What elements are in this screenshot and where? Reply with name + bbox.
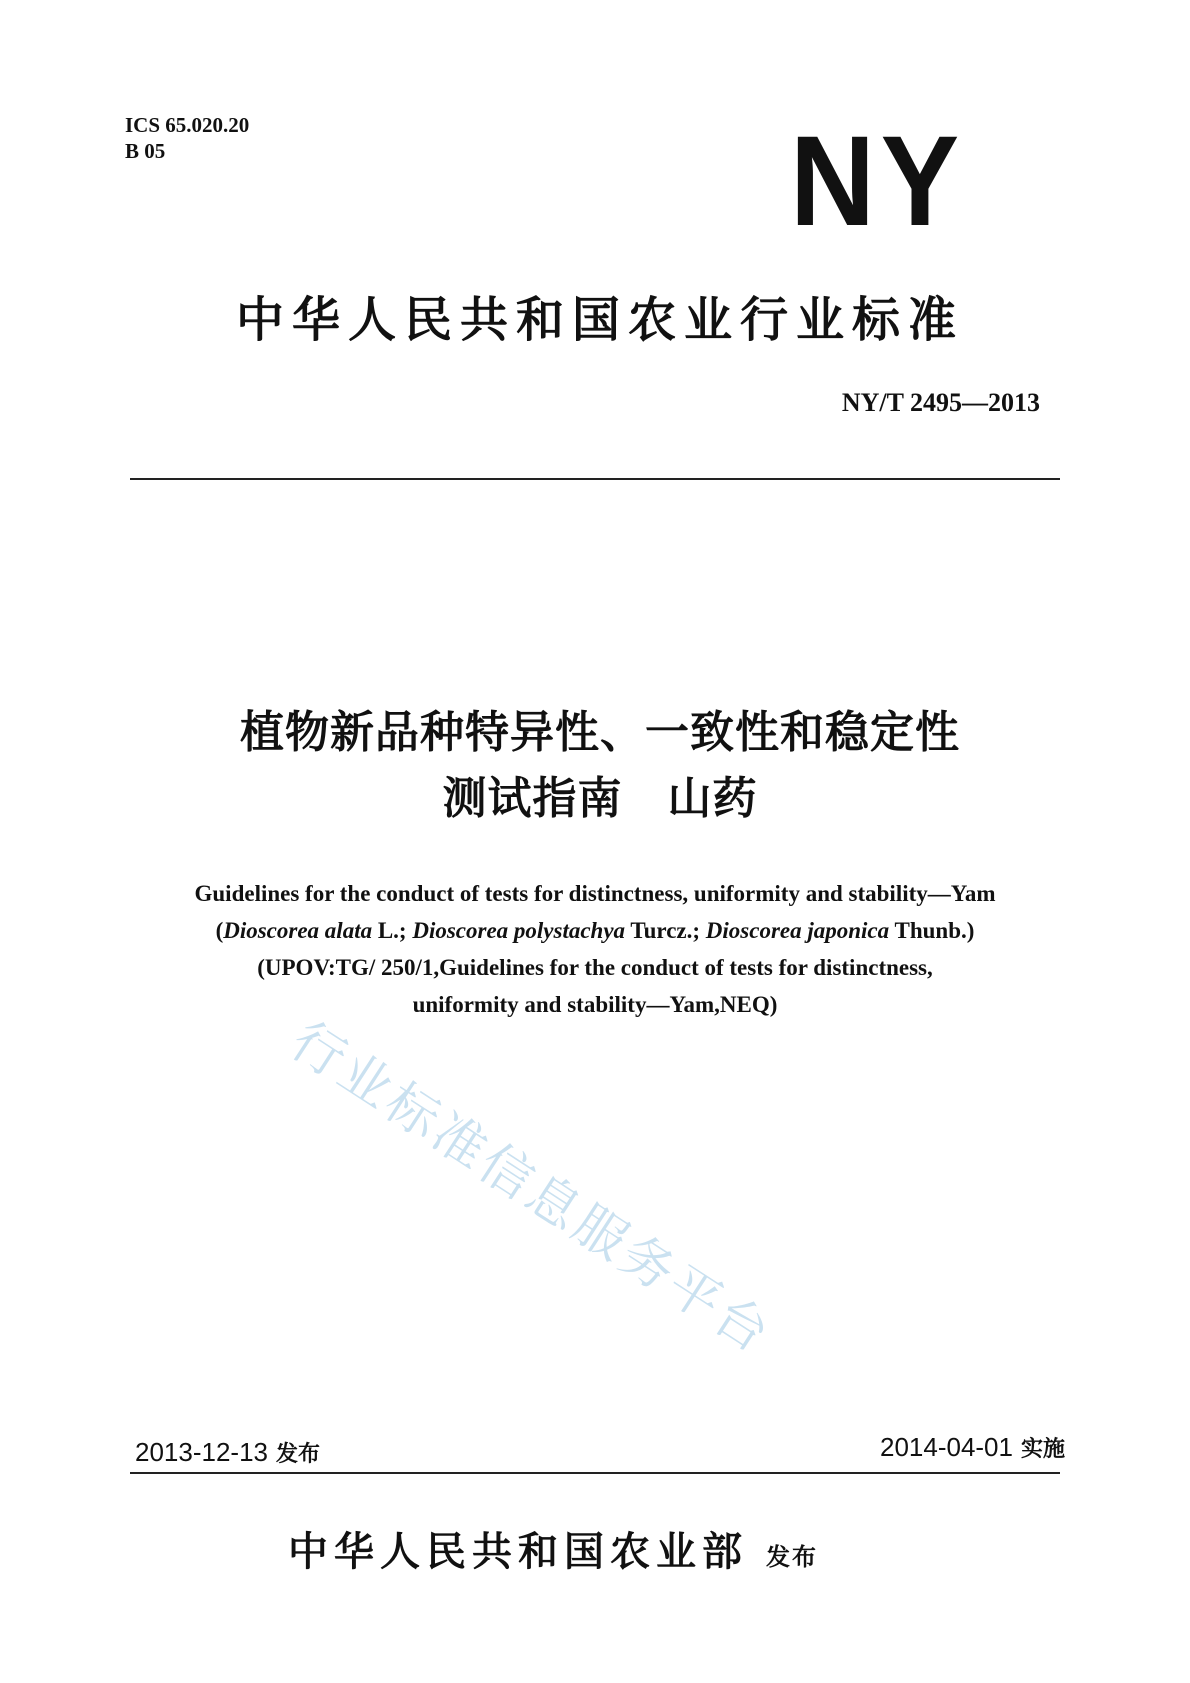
ics-code: ICS 65.020.20 bbox=[125, 113, 250, 137]
implementation-label: 实施 bbox=[1020, 1437, 1065, 1462]
author-name: Turcz.; bbox=[625, 918, 706, 943]
english-title-line-2 bbox=[80, 912, 1110, 949]
author-name: L.; bbox=[372, 918, 413, 943]
english-title-line-4: uniformity and stability—Yam,NEQ) bbox=[412, 992, 778, 1017]
top-divider bbox=[130, 478, 1060, 480]
species-name: Dioscorea polystachya bbox=[412, 918, 626, 943]
english-title-line-1: Guidelines for the conduct of tests for distinctness, uniformity and stability—Yam bbox=[194, 881, 996, 906]
species-name: Dioscorea alata bbox=[223, 918, 373, 943]
issue-date: 2013-12-13 bbox=[135, 1437, 268, 1467]
implementation-date-block bbox=[880, 1432, 1065, 1463]
class-code: B 05 bbox=[125, 139, 166, 163]
standard-number: NY/T 2495—2013 bbox=[841, 388, 1040, 417]
species-name: Dioscorea japonica bbox=[705, 918, 890, 943]
implementation-date: 2014-04-01 bbox=[879, 1432, 1013, 1462]
ny-logo: NY bbox=[790, 110, 965, 253]
chinese-title-line-2: 测试指南 山药 bbox=[442, 773, 758, 824]
issue-date-block bbox=[135, 1437, 320, 1468]
issue-label: 发布 bbox=[276, 1442, 321, 1467]
watermark: 行业标准信息服务平台 bbox=[280, 1010, 783, 1367]
english-title bbox=[80, 875, 1110, 1023]
chinese-title bbox=[100, 700, 1100, 832]
publisher bbox=[288, 1520, 818, 1577]
standard-category-title: 中华人民共和国农业行业标准 bbox=[235, 292, 964, 348]
chinese-title-line-1: 植物新品种特异性、一致性和稳定性 bbox=[240, 707, 960, 758]
bottom-divider bbox=[130, 1472, 1060, 1474]
classification-codes bbox=[125, 112, 249, 164]
english-title-line-3: (UPOV:TG/ 250/1,Guidelines for the conduct of tests for distinctness, bbox=[257, 955, 933, 980]
publisher-suffix: 发布 bbox=[766, 1542, 818, 1571]
author-name: Thunb.) bbox=[889, 918, 975, 943]
publisher-name: 中华人民共和国农业部 bbox=[288, 1528, 748, 1575]
paren-open: ( bbox=[215, 918, 224, 943]
